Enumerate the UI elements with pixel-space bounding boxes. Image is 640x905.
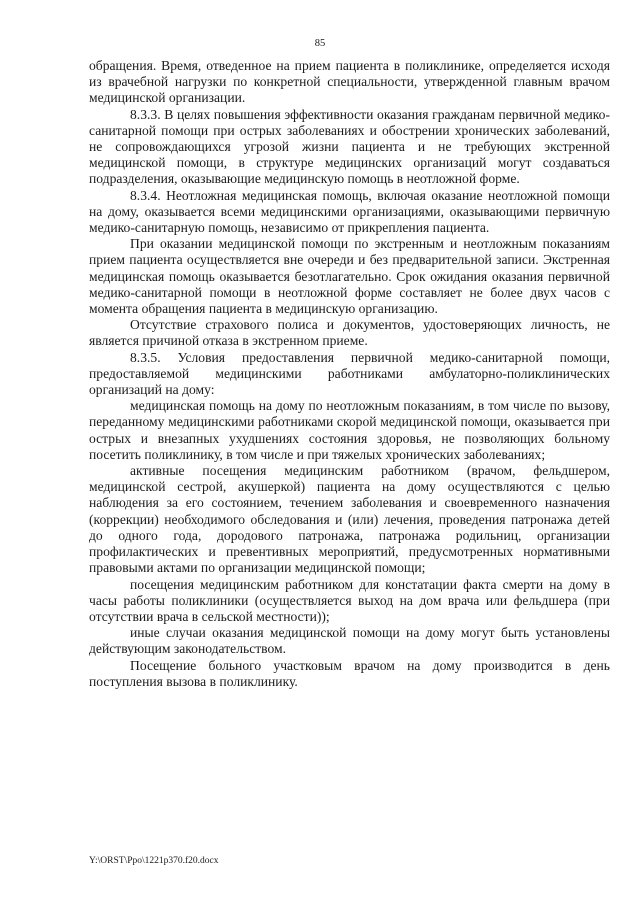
paragraph: активные посещения медицинским работником (врачом, фельдшером, медицинской сестрой, акушеркой) пациента на дому осуществляются с целью наблюдения за его состоянием, течением заболевания и своевременного назначения (коррекции) необходимого обследования и (или) лечения, проведения патронажа детей до одного года, дородового патронажа, патронажа родильниц, организации профилактических и превентивных мероприятий, предусмотренных нормативными правовыми актами по организации медицинской помощи; [89, 463, 610, 576]
file-path-footer: Y:\ORST\Ppo\1221p370.f20.docx [89, 856, 219, 866]
paragraph: Отсутствие страхового полиса и документов, удостоверяющих личность, не является причиной отказа в экстренном приеме. [89, 317, 610, 349]
document-body [89, 58, 610, 690]
paragraph: Посещение больного участковым врачом на дому производится в день поступления вызова в поликлинику. [89, 657, 610, 689]
paragraph: При оказании медицинской помощи по экстренным и неотложным показаниям прием пациента осуществляется вне очереди и без предварительной записи. Экстренная медицинская помощь оказывается безотлагательно. Срок ожидания оказания первичной медико-санитарной помощи в неотложной форме составляет не более двух часов с момента обращения пациента в медицинскую организацию. [89, 236, 610, 317]
paragraph: посещения медицинским работником для констатации факта смерти на дому в часы работы поликлиники (осуществляется выход на дом врача или фельдшера (при отсутствии врача в сельской местности)); [89, 576, 610, 624]
page-number: 85 [314, 38, 326, 49]
paragraph: 8.3.5. Условия предоставления первичной медико-санитарной помощи, предоставляемой медицинскими работниками амбулаторно-поликлинических организаций на дому: [89, 349, 610, 398]
paragraph: медицинская помощь на дому по неотложным показаниям, в том числе по вызову, переданному медицинскими работниками скорой медицинской помощи, оказывается при острых и внезапных ухудшениях состояния здоровья, не позволяющих больному посетить поликлинику, в том числе и при тяжелых хронических заболеваниях; [89, 398, 610, 462]
paragraph: иные случаи оказания медицинской помощи на дому могут быть установлены действующим законодательством. [89, 625, 610, 657]
paragraph: 8.3.4. Неотложная медицинская помощь, включая оказание неотложной помощи на дому, оказывается всеми медицинскими организациями, оказывающими первичную медико-санитарную помощь, независимо от прикрепления пациента. [89, 187, 610, 236]
paragraph: обращения. Время, отведенное на прием пациента в поликлинике, определяется исходя из врачебной нагрузки по конкретной специальности, утвержденной главным врачом медицинской организации. [89, 58, 610, 106]
paragraph: 8.3.3. В целях повышения эффективности оказания гражданам первичной медико-санитарной помощи при острых заболеваниях и обострении хронических заболеваний, не сопровождающихся угрозой жизни пациента и не требующих экстренной медицинской помощи, в структуре медицинских организаций могут создаваться подразделения, оказывающие медицинскую помощь в неотложной форме. [89, 106, 610, 187]
